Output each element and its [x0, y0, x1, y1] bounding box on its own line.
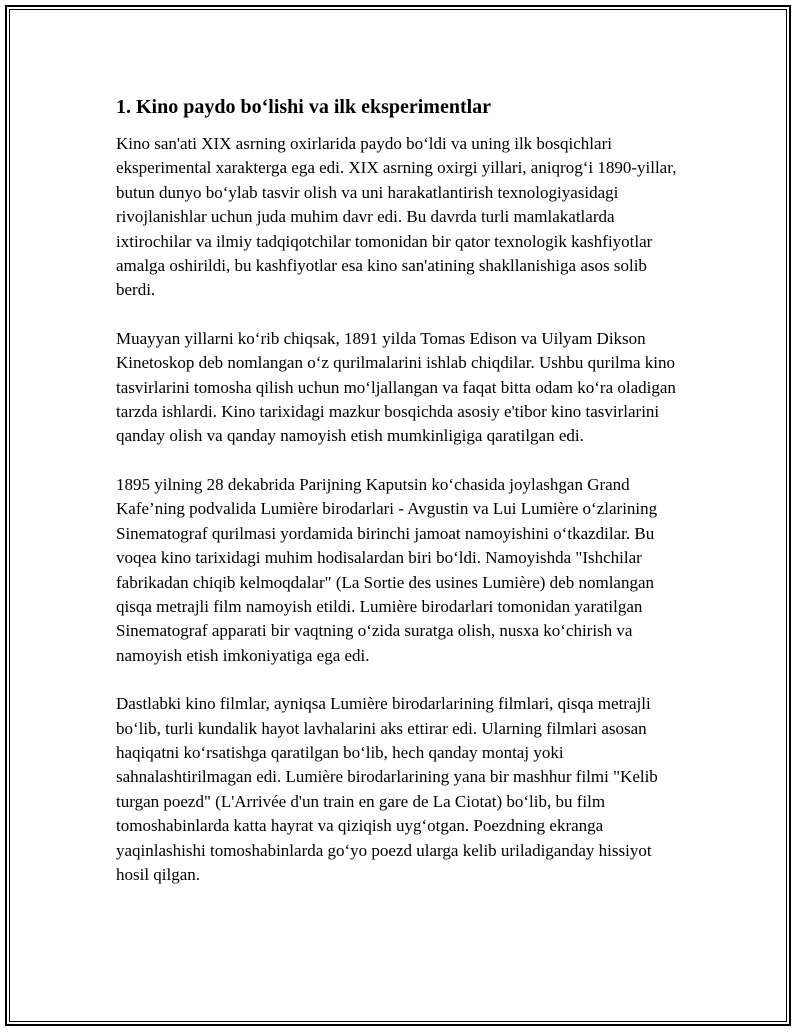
section-heading: 1. Kino paydo bo‘lishi va ilk eksperimentlar [116, 96, 492, 118]
paragraph-3: 1895 yilning 28 dekabrida Parijning Kaputsin ko‘chasida joylashgan Grand Kafe’ning podvalida Lumière birodarlari - Avgustin va Lui Lumière o‘zlarining Sinematograf qurilmasi yordamida birinchi jamoat namoyishini o‘tkazdilar. Bu voqea kino tarixidagi muhim hodisalardan biri bo‘ldi. Namoyishda "Ishchilar fabrikadan chiqib kelmoqdalar" (La Sortie des usines Lumière) deb nomlangan qisqa metrajli film namoyish etildi. Lumière birodarlari tomonidan yaratilgan Sinematograf apparati bir vaqtning o‘zida suratga olish, nusxa ko‘chirish va namoyish etish imkoniyatiga ega edi. [116, 474, 658, 665]
document-body [116, 94, 688, 911]
paragraph-4: Dastlabki kino filmlar, ayniqsa Lumière birodarlarining filmlari, qisqa metrajli bo‘lib, turli kundalik hayot lavhalarini aks ettirar edi. Ularning filmlari asosan haqiqatni ko‘rsatishga qaratilgan bo‘lib, hech qanday montaj yoki sahnalashtirilmagan edi. Lumière birodarlarining yana bir mashhur filmi "Kelib turgan poezd" (L'Arrivée d'un train en gare de La Ciotat) bo‘lib, bu film tomoshabinlarda katta hayrat va qiziqish uyg‘otgan. Poezdning ekranga yaqinlashishi tomoshabinlarda go‘yo poezd ularga kelib uriladiganday hissiyot hosil qilgan. [116, 694, 658, 884]
paragraph-1: Kino san'ati XIX asrning oxirlarida paydo bo‘ldi va uning ilk bosqichlari eksperimental xarakterga ega edi. XIX asrning oxirgi yillari, aniqrog‘i 1890-yillar, butun dunyo bo‘ylab tasvir olish va uni harakatlantirish texnologiyasidagi rivojlanishlar uchun juda muhim davr edi. Bu davrda turli mamlakatlarda ixtirochilar va ilmiy tadqiqotchilar tomonidan bir qator texnologik kashfiyotlar amalga oshirildi, bu kashfiyotlar esa kino san'atining shakllanishiga asos solib berdi. [116, 134, 677, 300]
paragraph-2: Muayyan yillarni ko‘rib chiqsak, 1891 yilda Tomas Edison va Uilyam Dikson Kinetoskop deb nomlangan o‘z qurilmalarini ishlab chiqdilar. Ushbu qurilma kino tasvirlarini tomosha qilish uchun mo‘ljallangan va faqat bitta odam ko‘ra oladigan tarzda ishlardi. Kino tarixidagi mazkur bosqichda asosiy e'tibor kino tasvirlarini qanday olish va qanday namoyish etish mumkinligiga qaratilgan edi. [116, 328, 676, 446]
